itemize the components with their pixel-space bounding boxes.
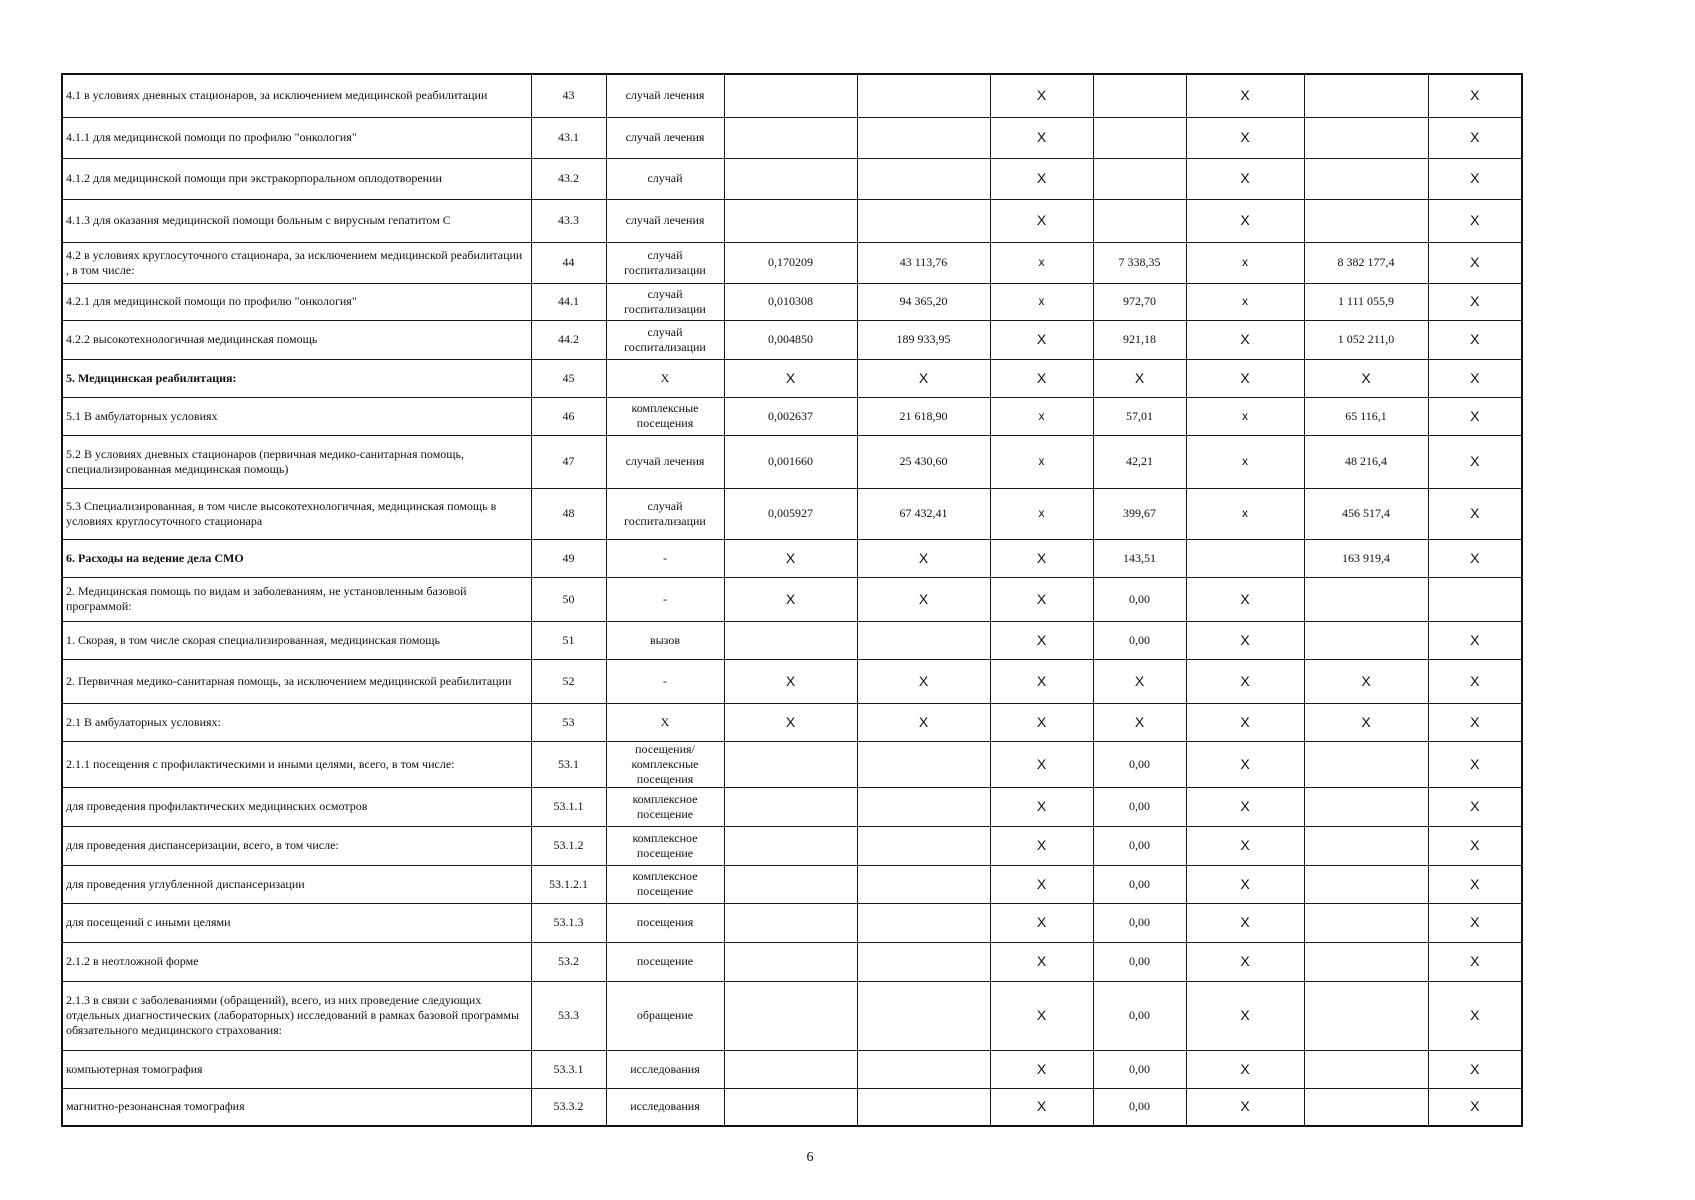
value-cell [1093,158,1186,199]
value-cell [1304,741,1428,787]
row-name-cell: 4.2 в условиях круглосуточного стационара, за исключением медицинской реабилитации , в том числе: [62,242,531,283]
value-cell: X [1186,1088,1304,1126]
unit-cell: комплексное посещение [606,787,724,826]
value-cell: X [990,117,1093,158]
value-cell: X [857,539,990,577]
value-cell: X [1428,659,1522,703]
value-cell: 1 111 055,9 [1304,283,1428,320]
value-cell [724,741,857,787]
table-row [62,74,1522,117]
value-cell: 0,010308 [724,283,857,320]
value-cell: X [990,1050,1093,1088]
value-cell: X [1186,703,1304,741]
row-name-cell: 2. Первичная медико-санитарная помощь, за исключением медицинской реабилитации [62,659,531,703]
unit-cell: X [606,359,724,397]
value-cell [857,787,990,826]
value-cell [1304,199,1428,242]
value-cell: X [724,703,857,741]
value-cell: X [1186,865,1304,903]
value-cell: X [1186,1050,1304,1088]
table-row [62,435,1522,488]
value-cell: X [1428,621,1522,659]
value-cell [1304,621,1428,659]
value-cell: x [990,283,1093,320]
value-cell: X [990,577,1093,621]
value-cell: 189 933,95 [857,320,990,359]
value-cell: X [990,1088,1093,1126]
value-cell: 67 432,41 [857,488,990,539]
value-cell: 0,00 [1093,865,1186,903]
row-code-cell: 53.3 [531,981,606,1050]
row-code-cell: 53.3.2 [531,1088,606,1126]
value-cell [1304,117,1428,158]
unit-cell: комплексное посещение [606,826,724,865]
value-cell: 43 113,76 [857,242,990,283]
value-cell: X [1428,435,1522,488]
row-code-cell: 45 [531,359,606,397]
value-cell [724,199,857,242]
row-code-cell: 53.3.1 [531,1050,606,1088]
value-cell: X [857,577,990,621]
value-cell: X [1428,865,1522,903]
unit-cell: исследования [606,1050,724,1088]
row-name-cell: 4.2.2 высокотехнологичная медицинская помощь [62,320,531,359]
row-name-cell: 5.1 В амбулаторных условиях [62,397,531,435]
value-cell [724,903,857,942]
value-cell [1304,74,1428,117]
table-row [62,903,1522,942]
unit-cell: случай лечения [606,74,724,117]
value-cell: X [990,158,1093,199]
value-cell: 0,00 [1093,942,1186,981]
value-cell: 0,002637 [724,397,857,435]
value-cell: X [857,659,990,703]
unit-cell: посещения [606,903,724,942]
value-cell [857,1050,990,1088]
value-cell: 0,005927 [724,488,857,539]
value-cell [1304,865,1428,903]
value-cell [724,865,857,903]
unit-cell: - [606,577,724,621]
table-row [62,787,1522,826]
value-cell [724,826,857,865]
value-cell: X [990,903,1093,942]
table-row [62,359,1522,397]
table-row [62,1088,1522,1126]
value-cell: X [1428,1088,1522,1126]
page-number: 6 [806,1150,814,1165]
value-cell: 25 430,60 [857,435,990,488]
value-cell: X [1186,320,1304,359]
value-cell: X [1428,741,1522,787]
value-cell [724,787,857,826]
value-cell [857,981,990,1050]
value-cell: X [1186,787,1304,826]
row-code-cell: 44 [531,242,606,283]
value-cell [1093,117,1186,158]
value-cell: X [1428,199,1522,242]
value-cell: x [990,397,1093,435]
value-cell: 0,170209 [724,242,857,283]
row-code-cell: 53.1.1 [531,787,606,826]
value-cell: 0,00 [1093,1088,1186,1126]
value-cell: x [1186,488,1304,539]
row-name-cell: 2.1.2 в неотложной форме [62,942,531,981]
row-name-cell: 2.1.1 посещения с профилактическими и иными целями, всего, в том числе: [62,741,531,787]
unit-cell: случай госпитализации [606,242,724,283]
value-cell [1304,1088,1428,1126]
value-cell: X [1186,981,1304,1050]
row-code-cell: 43 [531,74,606,117]
value-cell: 48 216,4 [1304,435,1428,488]
value-cell [1304,981,1428,1050]
value-cell [1093,74,1186,117]
row-code-cell: 46 [531,397,606,435]
value-cell: X [990,942,1093,981]
value-cell [857,826,990,865]
unit-cell: случай госпитализации [606,283,724,320]
value-cell [857,199,990,242]
value-cell [1304,1050,1428,1088]
table-row [62,397,1522,435]
value-cell: X [1428,397,1522,435]
row-code-cell: 52 [531,659,606,703]
value-cell: X [724,577,857,621]
row-name-cell: 1. Скорая, в том числе скорая специализированная, медицинская помощь [62,621,531,659]
row-name-cell: компьютерная томография [62,1050,531,1088]
row-name-cell: 5.2 В условиях дневных стационаров (первичная медико-санитарная помощь, специализированная медицинская помощь) [62,435,531,488]
value-cell [857,158,990,199]
unit-cell: - [606,659,724,703]
value-cell: X [1186,659,1304,703]
value-cell [857,74,990,117]
row-code-cell: 43.3 [531,199,606,242]
value-cell: x [1186,435,1304,488]
value-cell: X [1093,359,1186,397]
value-cell [857,865,990,903]
value-cell: X [1428,787,1522,826]
value-cell: X [1304,659,1428,703]
row-name-cell: магнитно-резонансная томография [62,1088,531,1126]
value-cell: x [990,488,1093,539]
value-cell [1304,942,1428,981]
value-cell [857,1088,990,1126]
value-cell: X [990,865,1093,903]
table-row [62,242,1522,283]
value-cell: 0,00 [1093,903,1186,942]
row-name-cell: 6. Расходы на ведение дела СМО [62,539,531,577]
value-cell: 7 338,35 [1093,242,1186,283]
value-cell: X [1428,320,1522,359]
value-cell: X [1186,826,1304,865]
value-cell: 94 365,20 [857,283,990,320]
unit-cell: случай [606,158,724,199]
row-name-cell: 4.1 в условиях дневных стационаров, за исключением медицинской реабилитации [62,74,531,117]
unit-cell: случай лечения [606,117,724,158]
value-cell: X [1186,117,1304,158]
value-cell [857,117,990,158]
table-row [62,1050,1522,1088]
value-cell [724,1088,857,1126]
value-cell: X [1428,903,1522,942]
value-cell: 972,70 [1093,283,1186,320]
data-table [61,73,1523,1127]
value-cell: X [990,539,1093,577]
value-cell: X [990,320,1093,359]
value-cell: X [1428,981,1522,1050]
value-cell: X [1186,621,1304,659]
value-cell [1186,539,1304,577]
table-row [62,621,1522,659]
value-cell: X [1428,359,1522,397]
value-cell: X [1428,488,1522,539]
unit-cell: обращение [606,981,724,1050]
row-name-cell: 5.3 Специализированная, в том числе высокотехнологичная, медицинская помощь в условиях круглосуточного стационара [62,488,531,539]
value-cell: X [724,659,857,703]
row-code-cell: 53.1.2 [531,826,606,865]
row-code-cell: 53.2 [531,942,606,981]
value-cell: X [1428,826,1522,865]
unit-cell: случай лечения [606,435,724,488]
row-code-cell: 44.1 [531,283,606,320]
row-code-cell: 53.1.3 [531,903,606,942]
value-cell: X [1428,703,1522,741]
value-cell: X [1093,659,1186,703]
row-name-cell: 4.1.3 для оказания медицинской помощи больным с вирусным гепатитом С [62,199,531,242]
value-cell: X [1186,199,1304,242]
value-cell: x [1186,283,1304,320]
value-cell: 0,00 [1093,787,1186,826]
value-cell: X [1428,942,1522,981]
value-cell: X [1428,74,1522,117]
row-name-cell: 2. Медицинская помощь по видам и заболеваниям, не установленным базовой программой: [62,577,531,621]
value-cell: X [1304,359,1428,397]
value-cell: 1 052 211,0 [1304,320,1428,359]
value-cell: X [990,703,1093,741]
value-cell: 65 116,1 [1304,397,1428,435]
table-row [62,199,1522,242]
value-cell: X [990,621,1093,659]
value-cell [1304,903,1428,942]
row-name-cell: для посещений с иными целями [62,903,531,942]
unit-cell: случай лечения [606,199,724,242]
value-cell: 163 919,4 [1304,539,1428,577]
table-row [62,703,1522,741]
unit-cell: вызов [606,621,724,659]
unit-cell: комплексное посещение [606,865,724,903]
value-cell: X [1186,74,1304,117]
value-cell: 0,00 [1093,741,1186,787]
row-code-cell: 53.1.2.1 [531,865,606,903]
table-row [62,283,1522,320]
value-cell: X [1428,117,1522,158]
unit-cell: посещение [606,942,724,981]
row-code-cell: 50 [531,577,606,621]
table-row [62,865,1522,903]
value-cell: X [857,703,990,741]
value-cell [1304,826,1428,865]
value-cell: X [990,659,1093,703]
row-name-cell: для проведения углубленной диспансеризации [62,865,531,903]
row-name-cell: 2.1.3 в связи с заболеваниями (обращений), всего, из них проведение следующих отдельных диагностических (лабораторных) исследований в рамках базовой программы обязательного медицинского страхования: [62,981,531,1050]
value-cell: X [1428,539,1522,577]
table-row [62,539,1522,577]
value-cell: 42,21 [1093,435,1186,488]
value-cell: X [1186,903,1304,942]
unit-cell: случай госпитализации [606,488,724,539]
value-cell [724,74,857,117]
row-code-cell: 43.2 [531,158,606,199]
table-row [62,981,1522,1050]
value-cell: X [724,539,857,577]
value-cell [1428,577,1522,621]
value-cell: X [990,74,1093,117]
value-cell: X [990,199,1093,242]
value-cell [857,903,990,942]
value-cell: X [857,359,990,397]
value-cell [724,621,857,659]
value-cell [724,158,857,199]
value-cell [857,741,990,787]
value-cell [1304,158,1428,199]
row-name-cell: 5. Медицинская реабилитация: [62,359,531,397]
table-row [62,488,1522,539]
table-row [62,741,1522,787]
value-cell: x [990,242,1093,283]
row-code-cell: 48 [531,488,606,539]
value-cell: 8 382 177,4 [1304,242,1428,283]
value-cell: 0,00 [1093,621,1186,659]
table-row [62,826,1522,865]
table-row [62,158,1522,199]
value-cell: 57,01 [1093,397,1186,435]
value-cell [724,981,857,1050]
value-cell: X [1428,283,1522,320]
row-code-cell: 47 [531,435,606,488]
value-cell: X [1093,703,1186,741]
row-code-cell: 44.2 [531,320,606,359]
row-name-cell: для проведения диспансеризации, всего, в том числе: [62,826,531,865]
value-cell: 0,004850 [724,320,857,359]
value-cell: X [1186,942,1304,981]
value-cell [724,1050,857,1088]
unit-cell: посещения/комплексные посещения [606,741,724,787]
value-cell: 143,51 [1093,539,1186,577]
value-cell: X [1186,741,1304,787]
value-cell [1304,787,1428,826]
value-cell: X [1428,242,1522,283]
value-cell [724,117,857,158]
value-cell: X [990,359,1093,397]
row-name-cell: 2.1 В амбулаторных условиях: [62,703,531,741]
value-cell: 0,00 [1093,1050,1186,1088]
value-cell: X [1186,359,1304,397]
value-cell: X [1304,703,1428,741]
row-name-cell: 4.2.1 для медицинской помощи по профилю "онкология" [62,283,531,320]
row-code-cell: 43.1 [531,117,606,158]
value-cell: 0,00 [1093,981,1186,1050]
table-row [62,117,1522,158]
value-cell: x [1186,242,1304,283]
value-cell: X [990,981,1093,1050]
value-cell [1093,199,1186,242]
row-code-cell: 51 [531,621,606,659]
value-cell: x [990,435,1093,488]
value-cell: X [1428,158,1522,199]
value-cell [1304,577,1428,621]
unit-cell: исследования [606,1088,724,1126]
table-row [62,320,1522,359]
value-cell: 0,00 [1093,577,1186,621]
value-cell: 399,67 [1093,488,1186,539]
table-row [62,942,1522,981]
value-cell: X [1186,577,1304,621]
row-code-cell: 53.1 [531,741,606,787]
value-cell: X [990,741,1093,787]
unit-cell: случай госпитализации [606,320,724,359]
value-cell [857,942,990,981]
value-cell: 921,18 [1093,320,1186,359]
row-name-cell: 4.1.1 для медицинской помощи по профилю "онкология" [62,117,531,158]
value-cell: X [1186,158,1304,199]
row-code-cell: 49 [531,539,606,577]
unit-cell: - [606,539,724,577]
value-cell: X [724,359,857,397]
row-code-cell: 53 [531,703,606,741]
value-cell: 21 618,90 [857,397,990,435]
value-cell: 0,00 [1093,826,1186,865]
value-cell: X [1428,1050,1522,1088]
unit-cell: комплексные посещения [606,397,724,435]
table-row [62,577,1522,621]
value-cell: X [990,787,1093,826]
value-cell [724,942,857,981]
value-cell [857,621,990,659]
value-cell: x [1186,397,1304,435]
value-cell: 0,001660 [724,435,857,488]
row-name-cell: 4.1.2 для медицинской помощи при экстракорпоральном оплодотворении [62,158,531,199]
table-row [62,659,1522,703]
unit-cell: X [606,703,724,741]
value-cell: X [990,826,1093,865]
row-name-cell: для проведения профилактических медицинских осмотров [62,787,531,826]
value-cell: 456 517,4 [1304,488,1428,539]
